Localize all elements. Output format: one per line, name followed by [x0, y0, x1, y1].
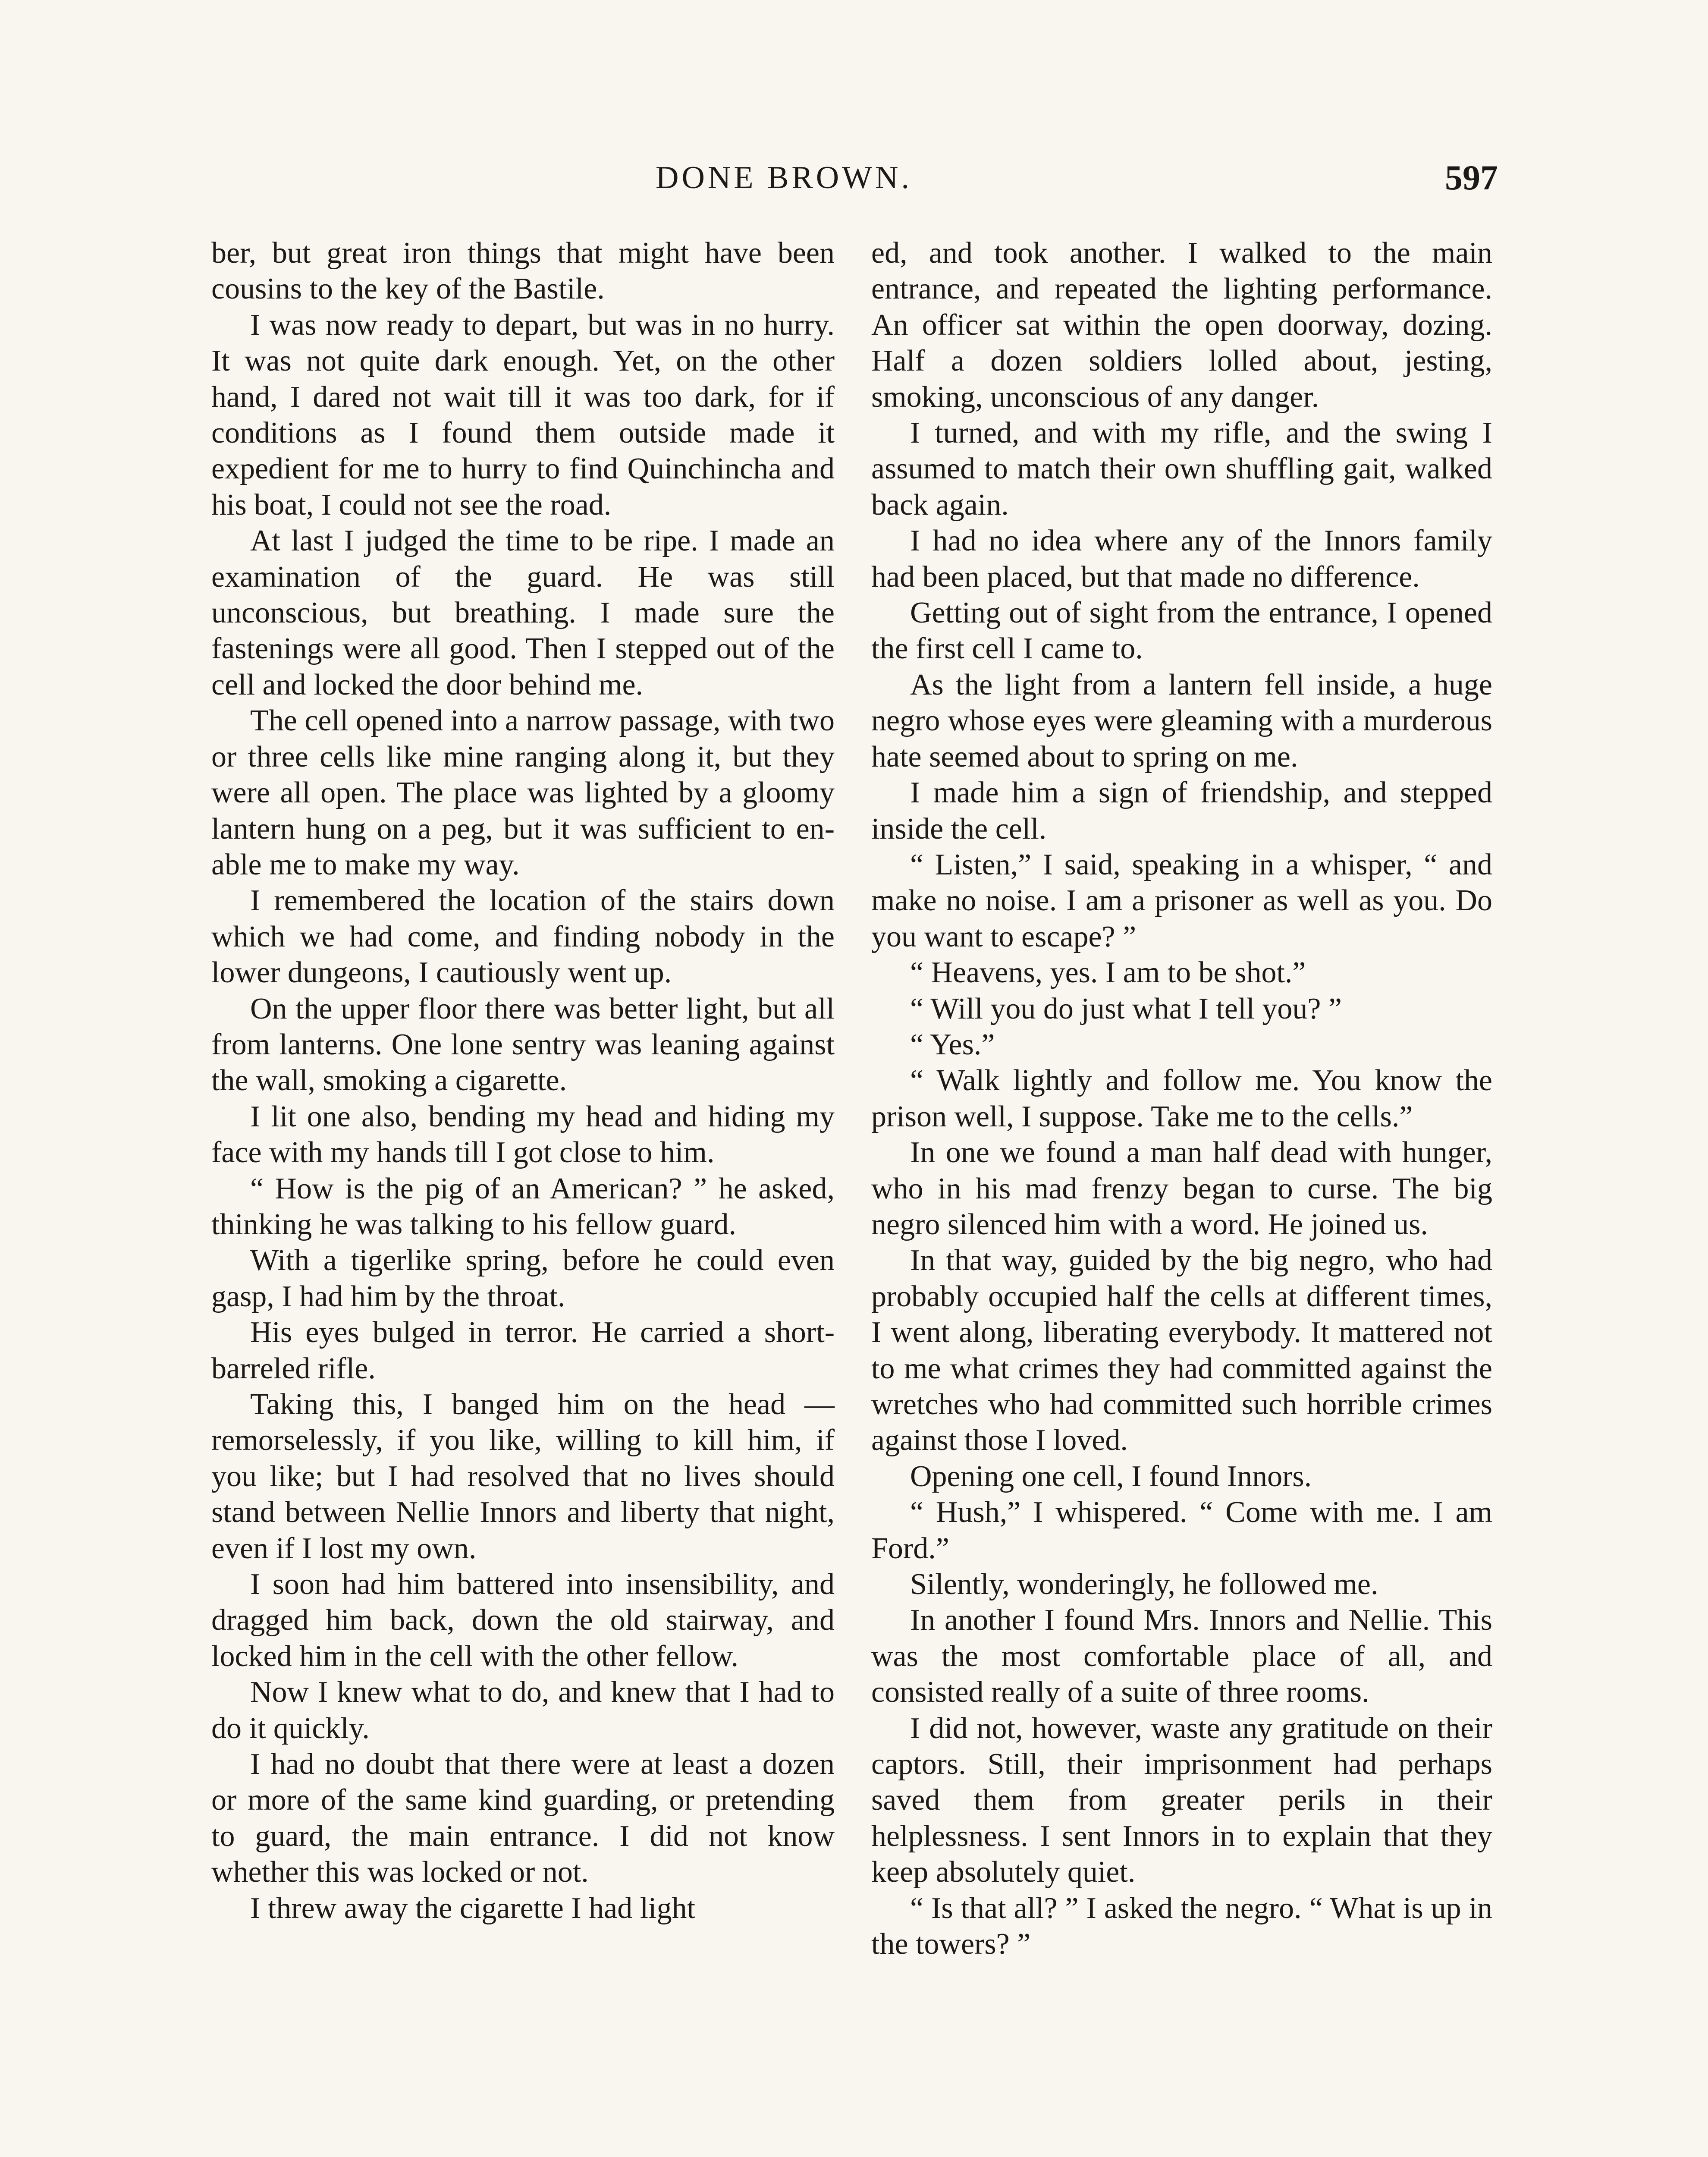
paragraph: I threw away the cigarette I had light: [250, 1891, 696, 1925]
paragraph: “ Yes.”: [910, 1028, 995, 1061]
paragraph: Getting out of sight from the entrance, I opened the first cell I came to.: [871, 596, 1492, 666]
paragraph: I did not, however, waste any gratitude on their captors. Still, their imprisonment had perhaps saved them from greater perils in their helplessness. I sent Innors in to explain that they keep absolutely quiet.: [871, 1711, 1492, 1889]
paragraph: I had no doubt that there were at least a dozen or more of the same kind guarding, or pretending to guard, the main entrance. I did not know whether this was locked or not.: [211, 1748, 835, 1889]
paragraph: I turned, and with my rifle, and the swing I assumed to match their own shuffling gait, walked back again.: [871, 416, 1492, 522]
paragraph: His eyes bulged in terror. He carried a short-barreled rifle.: [211, 1316, 835, 1385]
paragraph: With a tigerlike spring, before he could even gasp, I had him by the throat.: [211, 1244, 835, 1313]
paragraph: In that way, guided by the big negro, who had probably occupied half the cells at different times, I went along, liberating everybody. It mattered not to me what crimes they had committed against the wretches who had committed such horrible crimes against those I loved.: [871, 1244, 1492, 1457]
paragraph: I lit one also, bending my head and hiding my face with my hands till I got close to him.: [211, 1100, 835, 1170]
paragraph: I had no idea where any of the Innors family had been placed, but that made no difference.: [871, 524, 1492, 594]
paragraph: “ Heavens, yes. I am to be shot.”: [910, 956, 1306, 990]
paragraph: ber, but great iron things that might have been cousins to the key of the Bastile.: [211, 236, 835, 306]
paragraph: Taking this, I banged him on the head —remorselessly, if you like, willing to kill him, if you like; but I had resolved that no lives should stand between Nellie Innors and liberty that night, even if I lost my own.: [211, 1388, 835, 1565]
paragraph: “ Walk lightly and follow me. You know the prison well, I suppose. Take me to the cells.”: [871, 1064, 1492, 1133]
paragraph: Now I knew what to do, and knew that I had to do it quickly.: [211, 1676, 835, 1745]
paragraph: In one we found a man half dead with hunger, who in his mad frenzy began to curse. The big negro silenced him with a word. He joined us.: [871, 1136, 1492, 1241]
running-title: DONE BROWN.: [656, 160, 912, 195]
paragraph: I made him a sign of friendship, and stepped inside the cell.: [871, 776, 1492, 846]
right-column: [871, 235, 1492, 1962]
paragraph: “ Is that all? ” I asked the negro. “ What is up in the towers? ”: [871, 1891, 1492, 1961]
paragraph: I was now ready to depart, but was in no hurry. It was not quite dark enough. Yet, on the other hand, I dared not wait till it was too dark, for if conditions as I found them outside made it expedient for me to hurry to find Quinchincha and his boat, I could not see the road.: [211, 308, 835, 522]
paragraph: I remembered the location of the stairs down which we had come, and finding nobody in the lower dungeons, I cautiously went up.: [211, 884, 835, 990]
paragraph: I soon had him battered into insensibility, and dragged him back, down the old stairway, and locked him in the cell with the other fellow.: [211, 1568, 835, 1673]
paragraph: “ Hush,” I whispered. “ Come with me. I am Ford.”: [871, 1496, 1492, 1565]
paragraph: On the upper floor there was better light, but all from lanterns. One lone sentry was leaning against the wall, smoking a cigarette.: [211, 992, 835, 1097]
page-header: [0, 156, 1708, 199]
paragraph: “ Will you do just what I tell you? ”: [910, 992, 1342, 1025]
paragraph: Opening one cell, I found Innors.: [910, 1459, 1312, 1493]
paragraph: As the light from a lantern fell inside, a huge negro whose eyes were gleaming with a murderous hate seemed about to spring on me.: [871, 668, 1492, 774]
paragraph: “ How is the pig of an American? ” he asked, thinking he was talking to his fellow guard.: [211, 1172, 835, 1241]
paragraph: In another I found Mrs. Innors and Nellie. This was the most comfortable place of all, and consisted really of a suite of three rooms.: [871, 1604, 1492, 1709]
paragraph: Silently, wonderingly, he followed me.: [910, 1568, 1378, 1601]
left-column: [211, 235, 835, 1926]
paragraph: At last I judged the time to be ripe. I made an examination of the guard. He was still unconscious, but breathing. I made sure the fastenings were all good. Then I stepped out of the cell and locked the door behind me.: [211, 524, 835, 701]
page-number: 597: [1445, 158, 1498, 197]
paragraph: The cell opened into a narrow passage, with two or three cells like mine ranging along it, but they were all open. The place was lighted by a gloomy lantern hung on a peg, but it was sufficient to enable me to make my way.: [211, 704, 835, 881]
paragraph: ed, and took another. I walked to the main entrance, and repeated the lighting performance. An officer sat within the open doorway, dozing. Half a dozen soldiers lolled about, jesting, smoking, unconscious of any danger.: [871, 236, 1492, 414]
paragraph: “ Listen,” I said, speaking in a whisper, “ and make no noise. I am a prisoner as well as you. Do you want to escape? ”: [871, 848, 1492, 953]
